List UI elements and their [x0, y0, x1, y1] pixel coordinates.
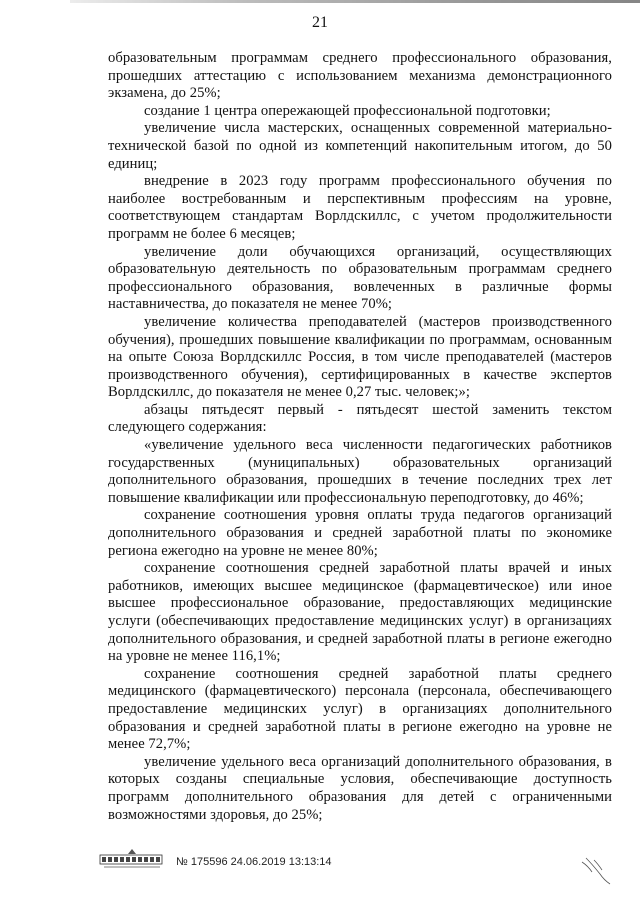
paragraph: увеличение количества преподавателей (мастеров производственного обучения), прошедших повышение квалификации по программам, основанным на опыте Союза Ворлдскиллс Россия, в том числе преподавателей (мастеров производственного обучения), сертифицированных в качестве экспертов Ворлдскиллс, до показателя не менее 0,27 тыс. человек;»;	[108, 313, 612, 401]
paragraph: увеличение удельного веса организаций дополнительного образования, в которых созданы специальные условия, обеспечивающие доступность программ дополнительного образования для детей с ограниченными возможностями здоровья, до 25%;	[108, 753, 612, 823]
paragraph: создание 1 центра опережающей профессиональной подготовки;	[144, 102, 551, 119]
paragraph: сохранение соотношения средней заработной платы врачей и иных работников, имеющих высшее медицинское (фармацевтическое) или иное высшее профессиональное образование, предоставляющих медицинские услуги (обеспечивающих предоставление медицинских услуг) в организациях дополнительного образования, и средней заработной платы в регионе ежегодно на уровне не менее 116,1%;	[108, 560, 612, 665]
scan-edge	[70, 0, 640, 3]
paragraph: сохранение соотношения средней заработной платы среднего медицинского (фармацевтического) персонала (персонала, обеспечивающего предоставление медицинских услуг) в организациях дополнительного образования и средней заработной платы в регионе ежегодно на уровне не менее 72,7%;	[108, 665, 612, 753]
paragraph: образовательным программам среднего профессионального образования, прошедших аттестацию с использованием механизма демонстрационного экзамена, до 25%;	[108, 50, 612, 102]
footer	[0, 848, 640, 888]
paragraph: сохранение соотношения уровня оплаты труда педагогов организаций дополнительного образования и средней заработной платы по экономике региона ежегодно на уровне не менее 80%;	[108, 507, 612, 559]
document-body	[108, 50, 612, 824]
paragraph: абзацы пятьдесят первый - пятьдесят шестой заменить текстом следующего содержания:	[108, 401, 612, 436]
paragraph: увеличение доли обучающихся организаций, осуществляющих образовательную деятельность по образовательным программам среднего профессионального образования, вовлеченных в различные формы наставничества, до показателя не менее 70%;	[108, 243, 612, 313]
document-stamp: № 175596 24.06.2019 13:13:14	[176, 856, 332, 868]
paragraph: внедрение в 2023 году программ профессионального обучения по наиболее востребованным и перспективным профессиям на уровне, соответствующем стандартам Ворлдскиллс, с учетом продолжительности программ не более 6 месяцев;	[108, 173, 612, 242]
paragraph: «увеличение удельного веса численности педагогических работников государственных (муниципальных) образовательных организаций дополнительного образования, прошедших в течение последних трех лет повышение квалификации или профессиональную переподготовку, до 46%;	[108, 437, 612, 506]
page-number: 21	[312, 14, 328, 31]
government-seal-icon	[98, 848, 166, 870]
handwritten-mark-icon	[578, 854, 618, 888]
paragraph: увеличение числа мастерских, оснащенных современной материально-технической базой по одной из компетенций накопительным итогом, до 50 единиц;	[108, 120, 612, 172]
